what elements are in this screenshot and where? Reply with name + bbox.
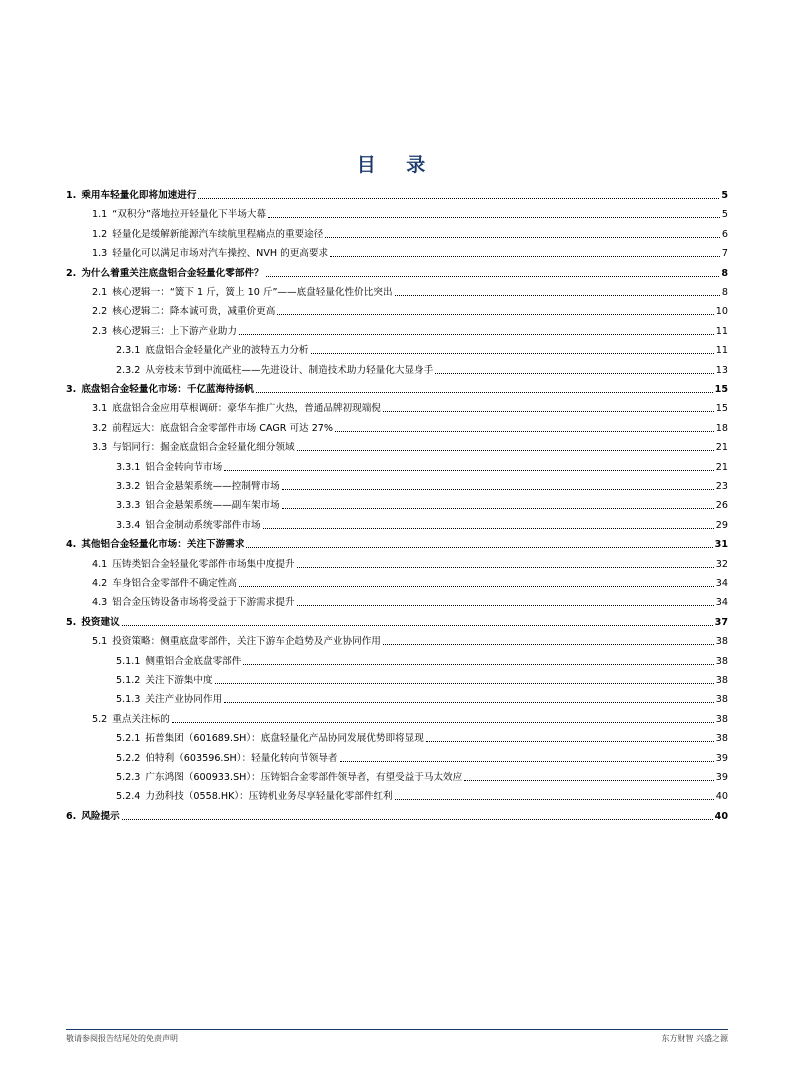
toc-dot-leader: [297, 567, 714, 568]
toc-entry-number: 3.1: [92, 403, 108, 414]
toc-entry-page: 10: [715, 306, 728, 317]
toc-entry-number: 2.3.1: [116, 345, 141, 356]
toc-entry-page: 23: [715, 481, 728, 492]
toc-entry-title: 侧重铝合金底盘零部件: [145, 656, 242, 667]
toc-entry-page: 11: [715, 326, 728, 337]
footer-disclaimer: 敬请参阅报告结尾处的免责声明: [66, 1034, 178, 1043]
toc-entry-number: 5.2: [92, 714, 108, 725]
toc-entry-page: 29: [715, 520, 728, 531]
toc-dot-leader: [325, 237, 720, 238]
toc-entry-title: 核心逻辑三：上下游产业助力: [112, 326, 237, 337]
toc-entry-title: 核心逻辑二：降本诚可贵，减重价更高: [112, 306, 276, 317]
toc-entry-title: 关注产业协同作用: [145, 694, 223, 705]
toc-entry-3[interactable]: [0, 380, 794, 396]
toc-entry-number: 2.2: [92, 306, 108, 317]
toc-dot-leader: [263, 528, 714, 529]
toc-entry-number: 4.: [66, 539, 77, 550]
toc-entry-page: 38: [715, 656, 728, 667]
toc-entry-2-3-2[interactable]: [0, 361, 794, 377]
toc-entry-title: 乘用车轻量化即将加速进行: [81, 190, 197, 201]
toc-dot-leader: [256, 392, 713, 393]
toc-dot-leader: [435, 373, 714, 374]
toc-dot-leader: [243, 664, 713, 665]
toc-entry-title: 铝合金制动系统零部件市场: [145, 520, 261, 531]
toc-dot-leader: [335, 431, 714, 432]
toc-entry-title: 拓普集团（601689.SH）：底盘轻量化产品协同发展优势即将显现: [145, 733, 424, 744]
toc-dot-leader: [239, 586, 714, 587]
toc-entry-number: 4.2: [92, 578, 108, 589]
toc-dot-leader: [464, 780, 714, 781]
toc-entry-number: 3.3.4: [116, 520, 141, 531]
toc-entry-2-1[interactable]: [0, 283, 794, 299]
toc-dot-leader: [297, 605, 714, 606]
toc-dot-leader: [282, 508, 714, 509]
toc-dot-leader: [311, 353, 714, 354]
toc-dot-leader: [383, 411, 714, 412]
toc-entry-5-2-2[interactable]: [0, 749, 794, 765]
toc-entry-title: 为什么着重关注底盘铝合金轻量化零部件？: [81, 268, 264, 279]
toc-entry-3-3-3[interactable]: [0, 496, 794, 512]
toc-entry-number: 5.2.4: [116, 791, 141, 802]
toc-entry-page: 38: [715, 636, 728, 647]
toc-entry-page: 6: [721, 229, 728, 240]
toc-entry-page: 11: [715, 345, 728, 356]
toc-entry-number: 2.3: [92, 326, 108, 337]
toc-entry-page: 21: [715, 462, 728, 473]
toc-entry-number: 2.: [66, 268, 77, 279]
toc-entry-3-3-4[interactable]: [0, 516, 794, 532]
toc-entry-4[interactable]: [0, 535, 794, 551]
toc-entry-number: 5.2.2: [116, 753, 141, 764]
toc-dot-leader: [122, 819, 713, 820]
toc-dot-leader: [224, 702, 714, 703]
toc-entry-number: 3.3: [92, 442, 108, 453]
toc-dot-leader: [277, 314, 713, 315]
toc-entry-5-1-3[interactable]: [0, 690, 794, 706]
toc-entry-number: 5.2.3: [116, 772, 141, 783]
toc-entry-title: 核心逻辑一：“簧下 1 斤，簧上 10 斤”——底盘轻量化性价比突出: [112, 287, 393, 298]
toc-entry-page: 32: [715, 559, 728, 570]
toc-entry-number: 2.3.2: [116, 365, 141, 376]
toc-title: 目 录: [356, 154, 438, 176]
toc-entry-page: 38: [715, 733, 728, 744]
toc-entry-page: 5: [721, 209, 728, 220]
toc-entry-2[interactable]: [0, 264, 794, 280]
toc-dot-leader: [426, 741, 714, 742]
toc-entry-5-2-3[interactable]: [0, 768, 794, 784]
toc-entry-title: 铝合金压铸设备市场将受益于下游需求提升: [112, 597, 295, 608]
toc-entry-page: 38: [715, 694, 728, 705]
toc-dot-leader: [172, 722, 714, 723]
toc-entry-page: 31: [714, 539, 728, 550]
toc-entry-title: 重点关注标的: [112, 714, 170, 725]
toc-dot-leader: [246, 547, 712, 548]
toc-entry-page: 15: [715, 403, 728, 414]
toc-entry-number: 5.1: [92, 636, 108, 647]
toc-entry-page: 15: [714, 384, 728, 395]
toc-entry-page: 40: [715, 791, 728, 802]
toc-entry-page: 39: [715, 753, 728, 764]
toc-entry-title: 车身铝合金零部件不确定性高: [112, 578, 237, 589]
toc-entry-page: 26: [715, 500, 728, 511]
toc-entry-title: 其他铝合金轻量化市场：关注下游需求: [81, 539, 245, 550]
toc-dot-leader: [215, 683, 714, 684]
toc-entry-page: 40: [714, 811, 728, 822]
toc-entry-title: 铝合金转向节市场: [145, 462, 223, 473]
toc-entry-title: 与铝同行：掘金底盘铝合金轻量化细分领域: [112, 442, 295, 453]
toc-entry-number: 1.: [66, 190, 77, 201]
toc-entry-number: 3.3.2: [116, 481, 141, 492]
toc-entry-number: 1.2: [92, 229, 108, 240]
toc-entry-page: 18: [715, 423, 728, 434]
toc-entry-number: 3.2: [92, 423, 108, 434]
toc-dot-leader: [266, 276, 720, 277]
toc-entry-page: 34: [715, 578, 728, 589]
toc-entry-page: 5: [721, 190, 728, 201]
toc-entry-3-1[interactable]: [0, 399, 794, 415]
toc-dot-leader: [340, 761, 714, 762]
toc-entry-title: 广东鸿图（600933.SH）：压铸铝合金零部件领导者，有望受益于马太效应: [145, 772, 463, 783]
toc-entry-page: 39: [715, 772, 728, 783]
toc-entry-5-1-2[interactable]: [0, 671, 794, 687]
toc-entry-3-3[interactable]: [0, 438, 794, 454]
toc-entry-title: 铝合金悬架系统——控制臂市场: [145, 481, 280, 492]
toc-entry-2-2[interactable]: [0, 302, 794, 318]
toc-entry-title: 关注下游集中度: [145, 675, 213, 686]
toc-entry-title: 轻量化是缓解新能源汽车续航里程痛点的重要途径: [112, 229, 324, 240]
toc-entry-page: 7: [721, 248, 728, 259]
toc-dot-leader: [395, 799, 714, 800]
toc-dot-leader: [224, 470, 714, 471]
toc-entry-5[interactable]: [0, 613, 794, 629]
toc-entry-2-3-1[interactable]: [0, 341, 794, 357]
toc-entry-5-1[interactable]: [0, 632, 794, 648]
toc-entry-title: 压铸类铝合金轻量化零部件市场集中度提升: [112, 559, 295, 570]
toc-dot-leader: [239, 334, 714, 335]
toc-dot-leader: [268, 217, 720, 218]
toc-entry-number: 5.1.3: [116, 694, 141, 705]
toc-entry-3-3-1[interactable]: [0, 458, 794, 474]
toc-entry-title: 轻量化可以满足市场对汽车操控、NVH 的更高要求: [112, 248, 329, 259]
toc-entry-5-1-1[interactable]: [0, 652, 794, 668]
toc-dot-leader: [330, 256, 720, 257]
toc-entry-title: 力劲科技（0558.HK）：压铸机业务尽享轻量化零部件红利: [145, 791, 393, 802]
toc-dot-leader: [282, 489, 714, 490]
toc-entry-number: 2.1: [92, 287, 108, 298]
toc-entry-number: 1.3: [92, 248, 108, 259]
toc-entry-title: 伯特利（603596.SH）：轻量化转向节领导者: [145, 753, 338, 764]
toc-entry-page: 38: [715, 714, 728, 725]
toc-entry-number: 4.3: [92, 597, 108, 608]
toc-entry-title: 风险提示: [81, 811, 120, 822]
toc-entry-page: 13: [715, 365, 728, 376]
toc-entry-4-3[interactable]: [0, 593, 794, 609]
toc-entry-number: 3.3.3: [116, 500, 141, 511]
toc-entry-page: 37: [714, 617, 728, 628]
toc-entry-5-2-1[interactable]: [0, 729, 794, 745]
toc-entry-number: 5.1.2: [116, 675, 141, 686]
toc-entry-title: 投资建议: [81, 617, 120, 628]
toc-entry-2-3[interactable]: [0, 322, 794, 338]
toc-entry-page: 8: [721, 268, 728, 279]
toc-entry-title: 前程远大：底盘铝合金零部件市场 CAGR 可达 27%: [112, 423, 334, 434]
toc-entry-6[interactable]: [0, 807, 794, 823]
toc-entry-title: 从旁枝末节到中流砥柱——先进设计、制造技术助力轻量化大显身手: [145, 365, 434, 376]
toc-dot-leader: [122, 625, 713, 626]
toc-entry-4-1[interactable]: [0, 555, 794, 571]
toc-entry-page: 8: [721, 287, 728, 298]
toc-entry-4-2[interactable]: [0, 574, 794, 590]
toc-entry-title: 投资策略：侧重底盘零部件，关注下游车企趋势及产业协同作用: [112, 636, 381, 647]
toc-entry-title: 底盘铝合金轻量化市场：千亿蓝海待扬帆: [81, 384, 255, 395]
toc-entry-1-1[interactable]: [0, 205, 794, 221]
toc-entry-1[interactable]: [0, 186, 794, 202]
toc-entry-number: 5.1.1: [116, 656, 141, 667]
toc-entry-number: 3.: [66, 384, 77, 395]
toc-entry-page: 34: [715, 597, 728, 608]
toc-entry-5-2[interactable]: [0, 710, 794, 726]
toc-entry-1-2[interactable]: [0, 225, 794, 241]
toc-entry-number: 3.3.1: [116, 462, 141, 473]
toc-entry-3-3-2[interactable]: [0, 477, 794, 493]
toc-entry-page: 38: [715, 675, 728, 686]
toc-entry-number: 5.: [66, 617, 77, 628]
toc-entry-5-2-4[interactable]: [0, 787, 794, 803]
toc-entry-title: 底盘铝合金应用草根调研：豪华车推广火热，普通品牌初现端倪: [112, 403, 381, 414]
toc-entry-3-2[interactable]: [0, 419, 794, 435]
toc-entry-1-3[interactable]: [0, 244, 794, 260]
toc-entry-title: 底盘铝合金轻量化产业的波特五力分析: [145, 345, 309, 356]
toc-entry-number: 5.2.1: [116, 733, 141, 744]
footer-rule: [66, 1029, 728, 1030]
toc-entry-page: 21: [715, 442, 728, 453]
toc-dot-leader: [383, 644, 714, 645]
toc-entry-title: 铝合金悬架系统——副车架市场: [145, 500, 280, 511]
toc-dot-leader: [297, 450, 714, 451]
footer-slogan: 东方财智 兴盛之源: [661, 1034, 728, 1043]
toc-entry-title: “双积分”落地拉开轻量化下半场大幕: [112, 209, 267, 220]
toc-dot-leader: [395, 295, 720, 296]
toc-entry-number: 1.1: [92, 209, 108, 220]
toc-entry-number: 6.: [66, 811, 77, 822]
toc-entry-number: 4.1: [92, 559, 108, 570]
toc-dot-leader: [198, 198, 719, 199]
